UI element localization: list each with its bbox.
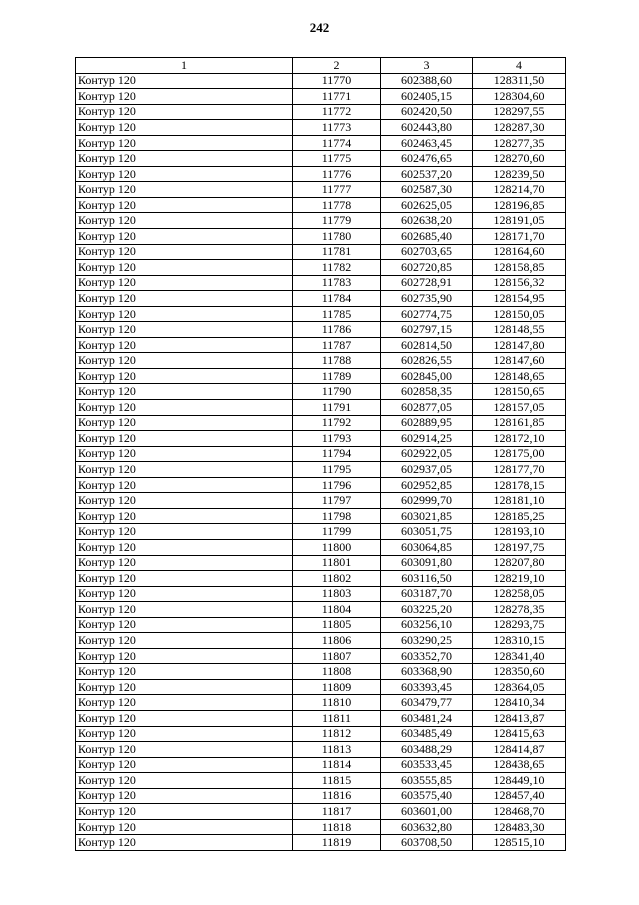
table-row	[76, 555, 566, 571]
coordinate-x-cell: 603368,90	[381, 664, 473, 680]
table-row	[76, 726, 566, 742]
coordinate-y-cell: 128310,15	[473, 633, 566, 649]
contour-name-cell: Контур 120	[76, 89, 293, 105]
contour-name-cell: Контур 120	[76, 151, 293, 167]
contour-name-cell: Контур 120	[76, 275, 293, 291]
coordinate-y-cell: 128197,75	[473, 539, 566, 555]
coordinate-y-cell: 128415,63	[473, 726, 566, 742]
contour-name-cell: Контур 120	[76, 508, 293, 524]
coordinate-y-cell: 128438,65	[473, 757, 566, 773]
coordinate-y-cell: 128468,70	[473, 804, 566, 820]
contour-name-cell: Контур 120	[76, 757, 293, 773]
contour-name-cell: Контур 120	[76, 742, 293, 758]
point-number-cell: 11794	[293, 446, 381, 462]
table-row	[76, 446, 566, 462]
contour-name-cell: Контур 120	[76, 166, 293, 182]
contour-name-cell: Контур 120	[76, 337, 293, 353]
point-number-cell: 11811	[293, 710, 381, 726]
table-row	[76, 275, 566, 291]
point-number-cell: 11790	[293, 384, 381, 400]
contour-name-cell: Контур 120	[76, 788, 293, 804]
point-number-cell: 11816	[293, 788, 381, 804]
contour-name-cell: Контур 120	[76, 291, 293, 307]
contour-name-cell: Контур 120	[76, 679, 293, 695]
contour-name-cell: Контур 120	[76, 664, 293, 680]
contour-name-cell: Контур 120	[76, 182, 293, 198]
point-number-cell: 11783	[293, 275, 381, 291]
coordinate-y-cell: 128410,34	[473, 695, 566, 711]
table-row	[76, 197, 566, 213]
point-number-cell: 11812	[293, 726, 381, 742]
coordinate-y-cell: 128148,55	[473, 322, 566, 338]
coordinate-y-cell: 128239,50	[473, 166, 566, 182]
coordinate-x-cell: 602537,20	[381, 166, 473, 182]
point-number-cell: 11775	[293, 151, 381, 167]
point-number-cell: 11798	[293, 508, 381, 524]
table-row	[76, 151, 566, 167]
coordinate-x-cell: 603021,85	[381, 508, 473, 524]
table-row	[76, 322, 566, 338]
coordinate-y-cell: 128181,10	[473, 493, 566, 509]
coordinate-y-cell: 128148,65	[473, 368, 566, 384]
contour-name-cell: Контур 120	[76, 431, 293, 447]
point-number-cell: 11784	[293, 291, 381, 307]
coordinate-y-cell: 128164,60	[473, 244, 566, 260]
coordinate-x-cell: 602463,45	[381, 135, 473, 151]
point-number-cell: 11785	[293, 306, 381, 322]
contour-name-cell: Контур 120	[76, 555, 293, 571]
contour-name-cell: Контур 120	[76, 322, 293, 338]
coordinate-x-cell: 602703,65	[381, 244, 473, 260]
contour-name-cell: Контур 120	[76, 229, 293, 245]
coordinate-x-cell: 602625,05	[381, 197, 473, 213]
table-row	[76, 260, 566, 276]
coordinate-y-cell: 128178,15	[473, 477, 566, 493]
table-row	[76, 415, 566, 431]
table-body	[76, 73, 566, 850]
contour-name-cell: Контур 120	[76, 73, 293, 89]
coordinate-x-cell: 603290,25	[381, 633, 473, 649]
coordinate-y-cell: 128457,40	[473, 788, 566, 804]
coordinate-y-cell: 128350,60	[473, 664, 566, 680]
coordinate-x-cell: 603481,24	[381, 710, 473, 726]
coordinate-y-cell: 128293,75	[473, 617, 566, 633]
table-row	[76, 710, 566, 726]
coordinate-x-cell: 603091,80	[381, 555, 473, 571]
coordinate-x-cell: 603225,20	[381, 602, 473, 618]
table-row	[76, 648, 566, 664]
contour-name-cell: Контур 120	[76, 104, 293, 120]
coordinate-y-cell: 128156,32	[473, 275, 566, 291]
table-row	[76, 508, 566, 524]
point-number-cell: 11780	[293, 229, 381, 245]
coordinate-x-cell: 603187,70	[381, 586, 473, 602]
table-row	[76, 306, 566, 322]
coordinate-y-cell: 128161,85	[473, 415, 566, 431]
table-row	[76, 664, 566, 680]
coordinate-y-cell: 128287,30	[473, 120, 566, 136]
coordinate-y-cell: 128258,05	[473, 586, 566, 602]
coordinate-y-cell: 128214,70	[473, 182, 566, 198]
point-number-cell: 11813	[293, 742, 381, 758]
coordinate-x-cell: 602937,05	[381, 462, 473, 478]
point-number-cell: 11817	[293, 804, 381, 820]
point-number-cell: 11789	[293, 368, 381, 384]
coordinate-y-cell: 128185,25	[473, 508, 566, 524]
coordinate-x-cell: 603601,00	[381, 804, 473, 820]
contour-name-cell: Контур 120	[76, 197, 293, 213]
coordinate-x-cell: 603708,50	[381, 835, 473, 851]
point-number-cell: 11797	[293, 493, 381, 509]
coordinate-x-cell: 602826,55	[381, 353, 473, 369]
table-row	[76, 788, 566, 804]
contour-name-cell: Контур 120	[76, 633, 293, 649]
coordinate-x-cell: 603393,45	[381, 679, 473, 695]
table-row	[76, 291, 566, 307]
contour-name-cell: Контур 120	[76, 710, 293, 726]
column-header: 2	[293, 58, 381, 74]
point-number-cell: 11809	[293, 679, 381, 695]
point-number-cell: 11792	[293, 415, 381, 431]
coordinate-x-cell: 603352,70	[381, 648, 473, 664]
coordinate-x-cell: 602845,00	[381, 368, 473, 384]
table-row	[76, 757, 566, 773]
point-number-cell: 11803	[293, 586, 381, 602]
contour-name-cell: Контур 120	[76, 571, 293, 587]
coordinate-x-cell: 602405,15	[381, 89, 473, 105]
point-number-cell: 11788	[293, 353, 381, 369]
point-number-cell: 11814	[293, 757, 381, 773]
point-number-cell: 11804	[293, 602, 381, 618]
point-number-cell: 11806	[293, 633, 381, 649]
coordinate-y-cell: 128364,05	[473, 679, 566, 695]
coordinate-y-cell: 128297,55	[473, 104, 566, 120]
table-row	[76, 244, 566, 260]
table-row	[76, 633, 566, 649]
table-row	[76, 353, 566, 369]
point-number-cell: 11771	[293, 89, 381, 105]
contour-name-cell: Контур 120	[76, 493, 293, 509]
coordinate-y-cell: 128172,10	[473, 431, 566, 447]
table-row	[76, 602, 566, 618]
point-number-cell: 11819	[293, 835, 381, 851]
contour-name-cell: Контур 120	[76, 695, 293, 711]
point-number-cell: 11786	[293, 322, 381, 338]
coordinate-x-cell: 603485,49	[381, 726, 473, 742]
coordinate-y-cell: 128304,60	[473, 89, 566, 105]
coordinate-y-cell: 128150,05	[473, 306, 566, 322]
coordinate-x-cell: 603488,29	[381, 742, 473, 758]
coordinate-y-cell: 128277,35	[473, 135, 566, 151]
contour-name-cell: Контур 120	[76, 586, 293, 602]
contour-name-cell: Контур 120	[76, 213, 293, 229]
table-row	[76, 695, 566, 711]
coordinates-table	[75, 57, 566, 851]
coordinate-y-cell: 128449,10	[473, 773, 566, 789]
table-row	[76, 89, 566, 105]
coordinate-x-cell: 603575,40	[381, 788, 473, 804]
contour-name-cell: Контур 120	[76, 648, 293, 664]
point-number-cell: 11805	[293, 617, 381, 633]
point-number-cell: 11795	[293, 462, 381, 478]
coordinate-x-cell: 602476,65	[381, 151, 473, 167]
table-row	[76, 477, 566, 493]
coordinate-x-cell: 602774,75	[381, 306, 473, 322]
coordinate-x-cell: 602797,15	[381, 322, 473, 338]
contour-name-cell: Контур 120	[76, 602, 293, 618]
table-row	[76, 166, 566, 182]
table-row	[76, 337, 566, 353]
table-row	[76, 586, 566, 602]
coordinate-x-cell: 602720,85	[381, 260, 473, 276]
coordinate-y-cell: 128414,87	[473, 742, 566, 758]
contour-name-cell: Контур 120	[76, 368, 293, 384]
coordinate-y-cell: 128270,60	[473, 151, 566, 167]
coordinate-y-cell: 128175,00	[473, 446, 566, 462]
coordinate-x-cell: 602877,05	[381, 400, 473, 416]
coordinate-x-cell: 602889,95	[381, 415, 473, 431]
coordinate-y-cell: 128154,95	[473, 291, 566, 307]
coordinate-x-cell: 602952,85	[381, 477, 473, 493]
coordinate-x-cell: 603116,50	[381, 571, 473, 587]
coordinate-x-cell: 602728,91	[381, 275, 473, 291]
coordinate-x-cell: 602587,30	[381, 182, 473, 198]
coordinate-y-cell: 128158,85	[473, 260, 566, 276]
coordinate-y-cell: 128150,65	[473, 384, 566, 400]
table-row	[76, 135, 566, 151]
column-header: 4	[473, 58, 566, 74]
coordinate-y-cell: 128219,10	[473, 571, 566, 587]
coordinate-x-cell: 602638,20	[381, 213, 473, 229]
point-number-cell: 11778	[293, 197, 381, 213]
table-row	[76, 804, 566, 820]
coordinate-y-cell: 128311,50	[473, 73, 566, 89]
table-row	[76, 539, 566, 555]
column-header: 1	[76, 58, 293, 74]
table-row	[76, 493, 566, 509]
coordinate-y-cell: 128483,30	[473, 819, 566, 835]
contour-name-cell: Контур 120	[76, 415, 293, 431]
table-row	[76, 73, 566, 89]
point-number-cell: 11779	[293, 213, 381, 229]
contour-name-cell: Контур 120	[76, 306, 293, 322]
contour-name-cell: Контур 120	[76, 835, 293, 851]
contour-name-cell: Контур 120	[76, 773, 293, 789]
contour-name-cell: Контур 120	[76, 477, 293, 493]
coordinate-y-cell: 128191,05	[473, 213, 566, 229]
coordinate-x-cell: 603632,80	[381, 819, 473, 835]
point-number-cell: 11787	[293, 337, 381, 353]
point-number-cell: 11781	[293, 244, 381, 260]
point-number-cell: 11808	[293, 664, 381, 680]
contour-name-cell: Контур 120	[76, 446, 293, 462]
coordinate-x-cell: 602922,05	[381, 446, 473, 462]
point-number-cell: 11782	[293, 260, 381, 276]
coordinate-x-cell: 602735,90	[381, 291, 473, 307]
table-row	[76, 120, 566, 136]
coordinate-y-cell: 128147,80	[473, 337, 566, 353]
coordinate-y-cell: 128177,70	[473, 462, 566, 478]
coordinate-x-cell: 603533,45	[381, 757, 473, 773]
contour-name-cell: Контур 120	[76, 462, 293, 478]
coordinate-x-cell: 603555,85	[381, 773, 473, 789]
contour-name-cell: Контур 120	[76, 524, 293, 540]
table-row	[76, 617, 566, 633]
point-number-cell: 11801	[293, 555, 381, 571]
point-number-cell: 11777	[293, 182, 381, 198]
contour-name-cell: Контур 120	[76, 400, 293, 416]
table-row	[76, 229, 566, 245]
coordinate-y-cell: 128207,80	[473, 555, 566, 571]
table-row	[76, 773, 566, 789]
coordinate-y-cell: 128341,40	[473, 648, 566, 664]
coordinate-x-cell: 603256,10	[381, 617, 473, 633]
table-row	[76, 213, 566, 229]
coordinate-x-cell: 603479,77	[381, 695, 473, 711]
coordinate-x-cell: 602443,80	[381, 120, 473, 136]
table-row	[76, 679, 566, 695]
coordinate-x-cell: 602420,50	[381, 104, 473, 120]
table-row	[76, 384, 566, 400]
contour-name-cell: Контур 120	[76, 726, 293, 742]
contour-name-cell: Контур 120	[76, 260, 293, 276]
point-number-cell: 11770	[293, 73, 381, 89]
coordinate-x-cell: 603051,75	[381, 524, 473, 540]
table-row	[76, 400, 566, 416]
contour-name-cell: Контур 120	[76, 120, 293, 136]
page-number: 242	[309, 20, 330, 35]
point-number-cell: 11774	[293, 135, 381, 151]
table-row	[76, 104, 566, 120]
coordinate-y-cell: 128515,10	[473, 835, 566, 851]
contour-name-cell: Контур 120	[76, 617, 293, 633]
point-number-cell: 11802	[293, 571, 381, 587]
table-row	[76, 742, 566, 758]
contour-name-cell: Контур 120	[76, 539, 293, 555]
contour-name-cell: Контур 120	[76, 353, 293, 369]
point-number-cell: 11815	[293, 773, 381, 789]
coordinate-x-cell: 602858,35	[381, 384, 473, 400]
coordinate-x-cell: 602999,70	[381, 493, 473, 509]
contour-name-cell: Контур 120	[76, 244, 293, 260]
point-number-cell: 11791	[293, 400, 381, 416]
contour-name-cell: Контур 120	[76, 819, 293, 835]
table-row	[76, 524, 566, 540]
point-number-cell: 11810	[293, 695, 381, 711]
coordinate-x-cell: 602914,25	[381, 431, 473, 447]
coordinate-y-cell: 128147,60	[473, 353, 566, 369]
table-row	[76, 571, 566, 587]
point-number-cell: 11776	[293, 166, 381, 182]
point-number-cell: 11807	[293, 648, 381, 664]
table-row	[76, 431, 566, 447]
coordinate-x-cell: 602388,60	[381, 73, 473, 89]
coordinate-y-cell: 128413,87	[473, 710, 566, 726]
coordinate-x-cell: 603064,85	[381, 539, 473, 555]
contour-name-cell: Контур 120	[76, 384, 293, 400]
column-header: 3	[381, 58, 473, 74]
coordinate-y-cell: 128278,35	[473, 602, 566, 618]
point-number-cell: 11796	[293, 477, 381, 493]
coordinate-y-cell: 128193,10	[473, 524, 566, 540]
point-number-cell: 11818	[293, 819, 381, 835]
point-number-cell: 11793	[293, 431, 381, 447]
table-header-row	[76, 58, 566, 74]
table-row	[76, 462, 566, 478]
contour-name-cell: Контур 120	[76, 804, 293, 820]
table-row	[76, 368, 566, 384]
point-number-cell: 11772	[293, 104, 381, 120]
contour-name-cell: Контур 120	[76, 135, 293, 151]
coordinate-x-cell: 602685,40	[381, 229, 473, 245]
point-number-cell: 11799	[293, 524, 381, 540]
table-row	[76, 819, 566, 835]
point-number-cell: 11800	[293, 539, 381, 555]
point-number-cell: 11773	[293, 120, 381, 136]
coordinate-x-cell: 602814,50	[381, 337, 473, 353]
table-row	[76, 835, 566, 851]
table-row	[76, 182, 566, 198]
coordinate-y-cell: 128196,85	[473, 197, 566, 213]
coordinate-y-cell: 128157,05	[473, 400, 566, 416]
coordinate-y-cell: 128171,70	[473, 229, 566, 245]
